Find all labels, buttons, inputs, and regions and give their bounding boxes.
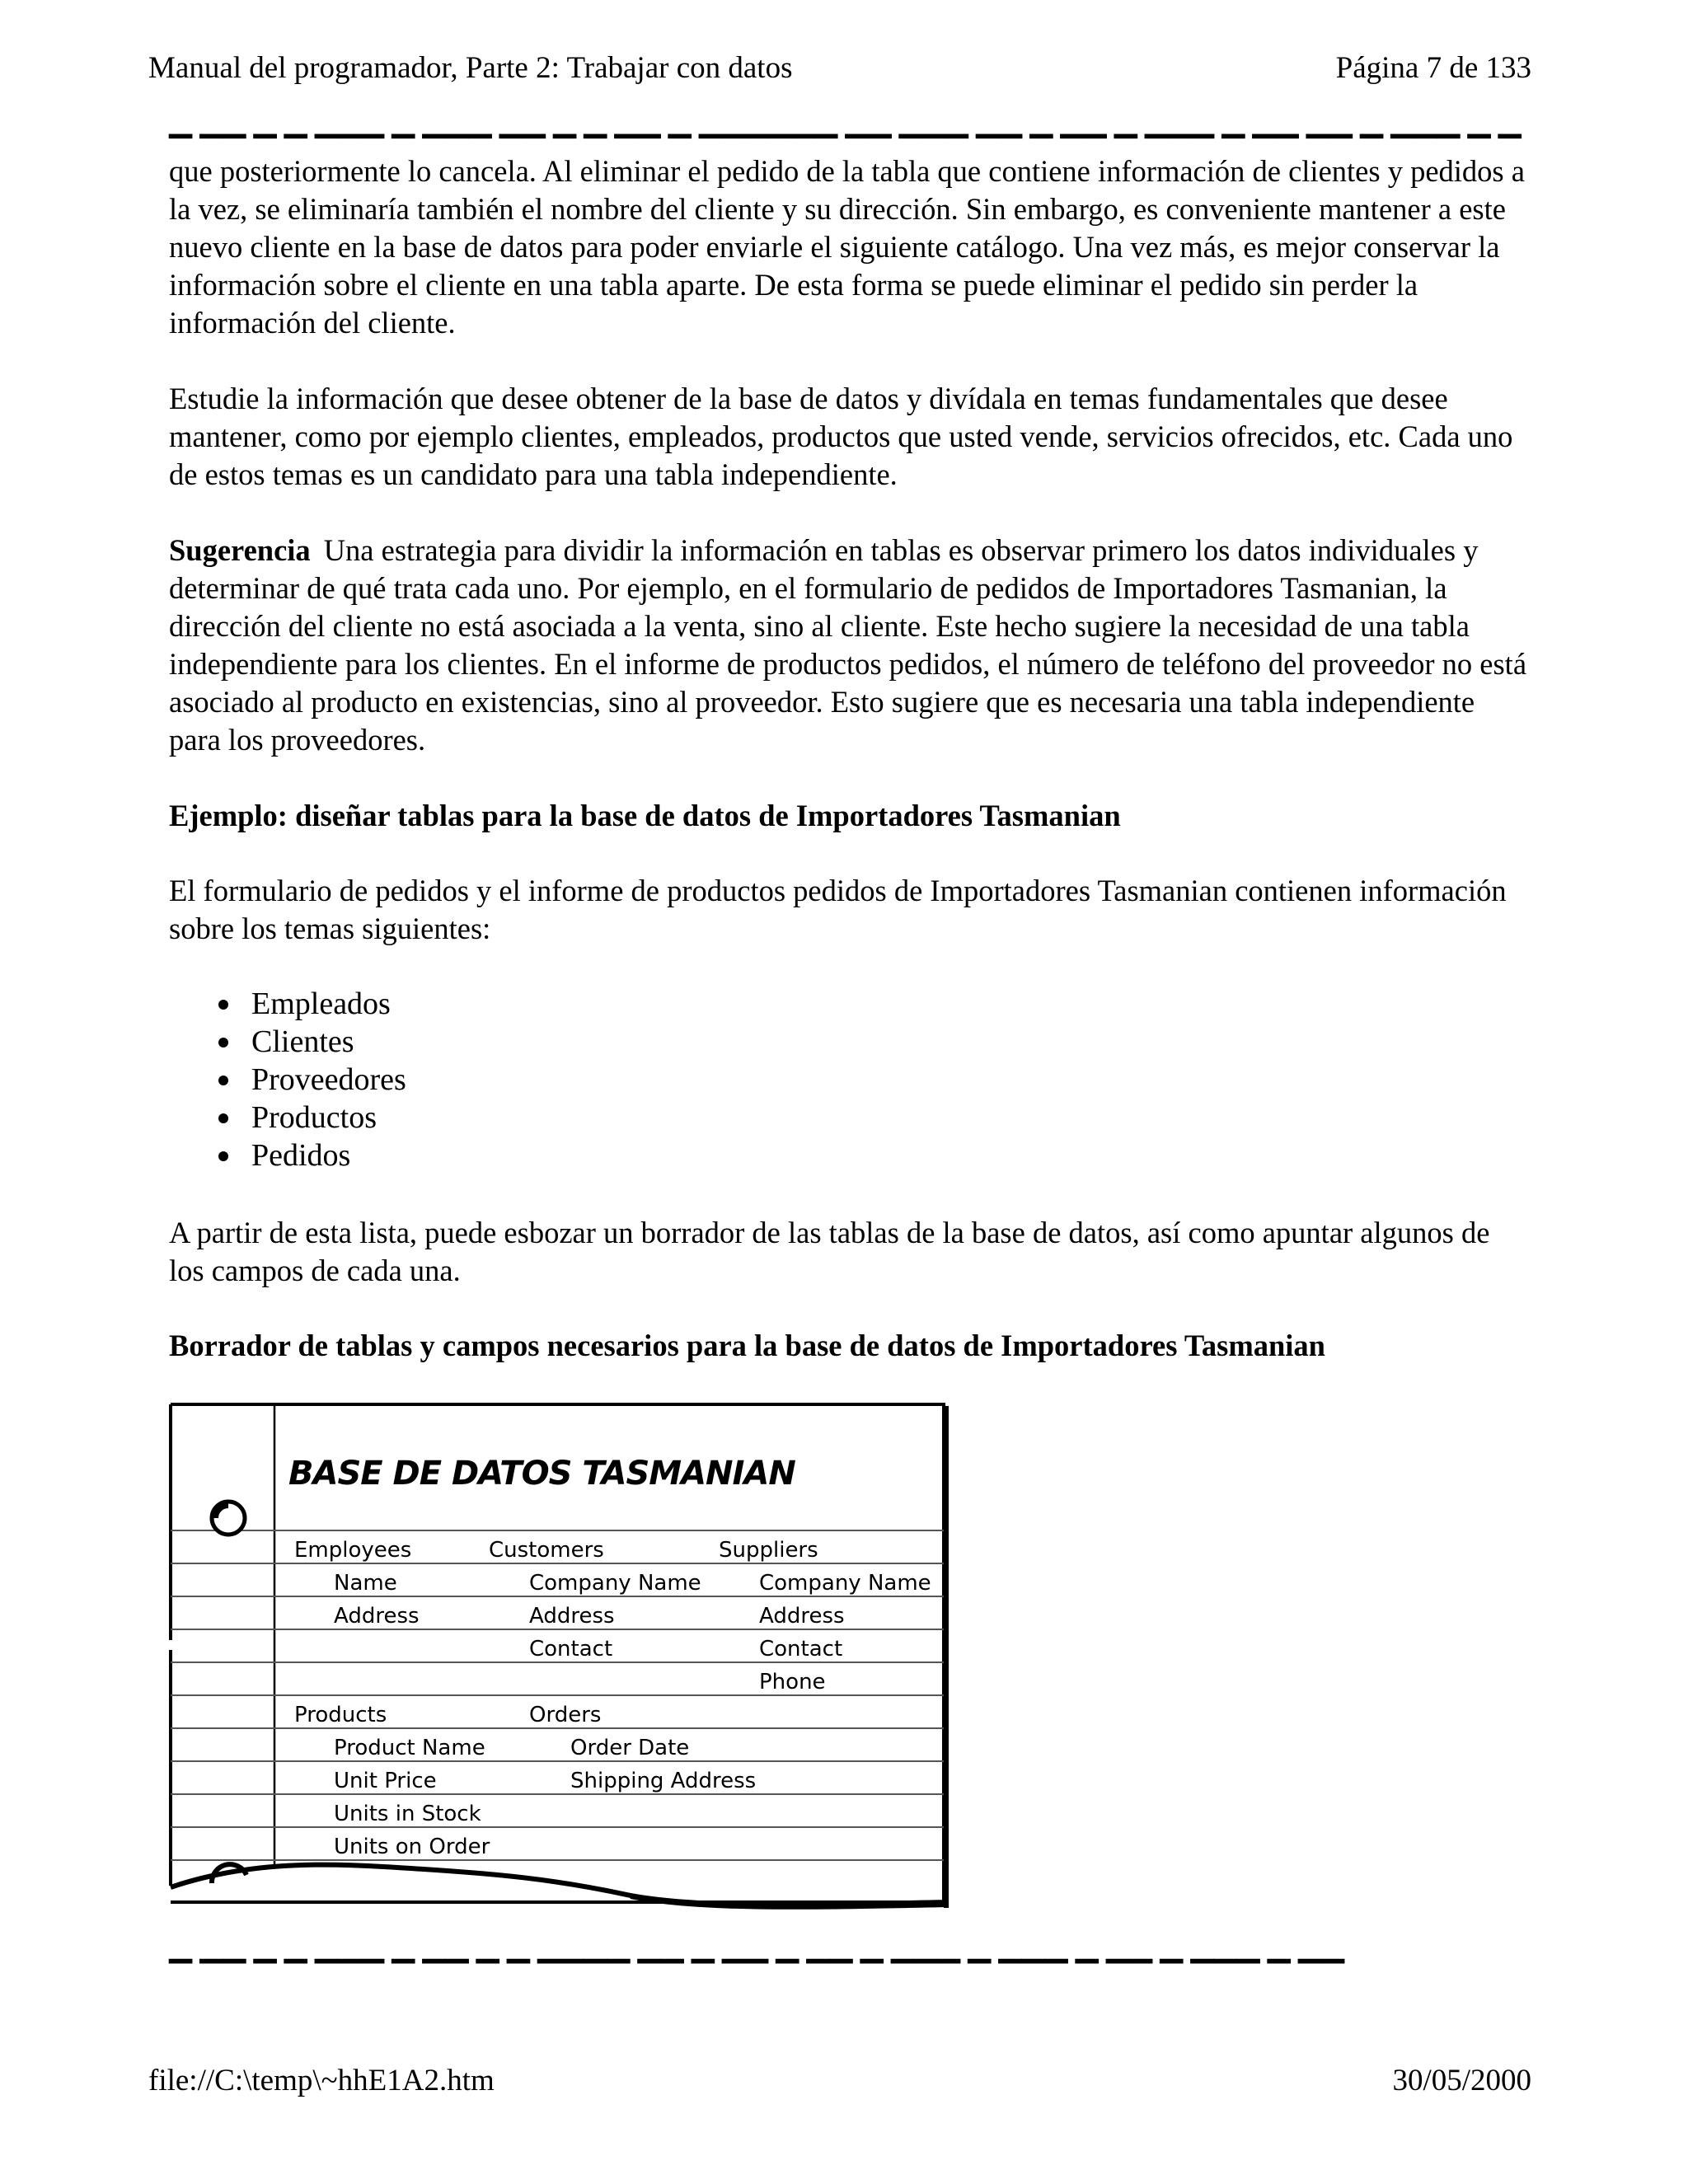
paragraph: El formulario de pedidos y el informe de productos pedidos de Importadores Tasmanian contienen información sobre los temas siguientes:: [169, 874, 1507, 945]
page-number: Página 7 de 133: [1335, 51, 1531, 85]
field-suppliers-phone: Phone: [759, 1670, 826, 1694]
field-orders-shipping: Shipping Address: [570, 1769, 757, 1793]
file-path: file://C:\temp\~hhE1A2.htm: [148, 2064, 495, 2097]
topics-list: [169, 985, 406, 1174]
field-products-price: Unit Price: [334, 1769, 437, 1793]
table-name-suppliers: Suppliers: [719, 1538, 818, 1563]
bullet-icon: [218, 1113, 228, 1123]
list-item: Empleados: [169, 985, 406, 1023]
clipped-line-top: ▁ ▁▁ ▁ ▁ ▁▁▁ ▁ ▁▁▁ ▁▁ ▁ ▁ ▁▁ ▁ ▁▁▁▁▁▁ ▁▁ ▁▁▁ ▁▁ ▁ ▁▁ ▁ ▁▁▁ ▁ ▁▁ ▁▁ ▁ ▁▁▁ ▁ ▁: [169, 104, 1522, 138]
field-employees-address: Address: [334, 1604, 420, 1629]
field-products-stock: Units in Stock: [334, 1802, 481, 1826]
bullet-icon: [218, 1038, 228, 1047]
bullet-icon: [218, 1000, 228, 1010]
list-item: Productos: [169, 1099, 406, 1137]
field-customers-company: Company Name: [529, 1571, 701, 1596]
list-item: Clientes: [169, 1023, 406, 1061]
table-name-customers: Customers: [489, 1538, 604, 1563]
list-item: Proveedores: [169, 1061, 406, 1099]
section-heading: Ejemplo: diseñar tablas para la base de datos de Importadores Tasmanian: [169, 799, 1121, 832]
bullet-icon: [218, 1076, 228, 1085]
database-sketch-figure: [169, 1401, 960, 1929]
print-date: 30/05/2000: [1392, 2064, 1531, 2097]
field-suppliers-contact: Contact: [759, 1637, 843, 1661]
tip-label: Sugerencia: [169, 533, 311, 567]
field-products-name: Product Name: [334, 1736, 485, 1760]
field-suppliers-company: Company Name: [759, 1571, 931, 1596]
table-name-employees: Employees: [294, 1538, 412, 1563]
tip-text: Una estrategia para dividir la información en tablas es observar primero los datos individuales y determinar de qué trata cada uno. Por ejemplo, en el formulario de pedidos de Importadores Tasmanian, la dirección del cliente no está asociada a la venta, sino al cliente. Este hecho sugiere la necesidad de una tabla independiente para los clientes. En el informe de productos pedidos, el número de teléfono del proveedor no está asociado al producto en existencias, sino al proveedor. Esto sugiere que es necesaria una tabla independiente para los proveedores.: [169, 533, 1527, 757]
field-employees-name: Name: [334, 1571, 397, 1596]
field-suppliers-address: Address: [759, 1604, 845, 1629]
tip-paragraph: [169, 532, 1529, 759]
figure-title: BASE DE DATOS TASMANIAN: [288, 1455, 795, 1493]
table-name-orders: Orders: [529, 1703, 602, 1727]
paragraph: Estudie la información que desee obtener de la base de datos y divídala en temas fundamentales que desee mantener, como por ejemplo clientes, empleados, productos que usted vende, servicios ofrecidos, etc. Cada uno de estos temas es un candidato para una tabla independiente.: [169, 382, 1513, 491]
paragraph: A partir de esta lista, puede esbozar un borrador de las tablas de la base de datos, así como apuntar algunos de los campos de cada una.: [169, 1216, 1490, 1287]
field-orders-date: Order Date: [570, 1736, 690, 1760]
table-name-products: Products: [294, 1703, 387, 1727]
field-customers-contact: Contact: [529, 1637, 613, 1661]
bullet-icon: [218, 1151, 228, 1161]
field-products-on-order: Units on Order: [334, 1835, 490, 1859]
page-header-title: Manual del programador, Parte 2: Trabajar con datos: [148, 51, 793, 85]
clipped-line-bottom: ▔ ▔▔ ▔ ▔ ▔▔▔ ▔ ▔▔ ▔ ▔ ▔▔▔▔ ▔▔ ▔ ▔▔ ▔ ▔▔ ▔ ▔▔▔ ▔ ▔▔▔ ▔ ▔▔ ▔ ▔▔▔ ▔ ▔▔: [169, 1960, 1345, 1994]
field-customers-address: Address: [529, 1604, 615, 1629]
paragraph: que posteriormente lo cancela. Al eliminar el pedido de la tabla que contiene información de clientes y pedidos a la vez, se eliminaría también el nombre del cliente y su dirección. Sin embargo, es conveniente mantener a este nuevo cliente en la base de datos para poder enviarle el siguiente catálogo. Una vez más, es mejor conservar la información sobre el cliente en una tabla aparte. De esta forma se puede eliminar el pedido sin perder la información del cliente.: [169, 154, 1525, 340]
figure-heading: Borrador de tablas y campos necesarios para la base de datos de Importadores Tasmanian: [169, 1329, 1325, 1362]
list-item: Pedidos: [169, 1137, 406, 1174]
